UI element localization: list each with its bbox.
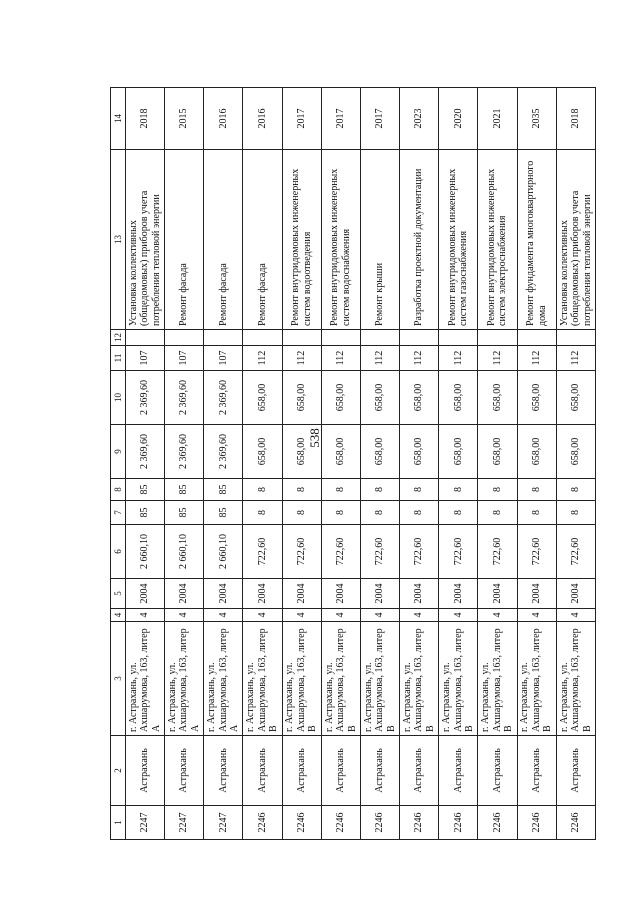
column-header-9: 9 [111,425,126,479]
cell-col-5: 2004 [243,579,282,609]
cell-col-4: 4 [243,609,282,622]
cell-col-10: 658,00 [360,371,399,425]
capital-repair-table [110,87,596,840]
column-header-7: 7 [111,501,126,525]
cell-col-7: 85 [204,501,243,525]
cell-col-13: Ремонт фундамента многоквартирного дома [517,150,556,330]
cell-col-9: 658,00 [360,425,399,479]
cell-col-14: 2017 [282,88,321,150]
cell-col-6: 2 660,10 [204,525,243,579]
cell-col-6: 722,60 [243,525,282,579]
cell-col-13: Ремонт фасада [204,150,243,330]
column-header-12: 12 [111,330,126,346]
cell-col-7: 8 [400,501,439,525]
cell-col-4: 4 [282,609,321,622]
cell-col-11: 112 [556,346,595,371]
cell-col-1: 2246 [243,806,282,840]
cell-col-7: 8 [478,501,517,525]
cell-col-12 [439,330,478,346]
cell-col-9: 658,00 [517,425,556,479]
cell-col-5: 2004 [478,579,517,609]
cell-col-10: 658,00 [556,371,595,425]
cell-col-13: Разработка проектной документации [400,150,439,330]
cell-col-7: 8 [517,501,556,525]
cell-col-12 [400,330,439,346]
cell-col-1: 2246 [282,806,321,840]
cell-col-4: 4 [517,609,556,622]
cell-col-9: 2 369,60 [165,425,204,479]
cell-col-14: 2035 [517,88,556,150]
cell-col-11: 112 [517,346,556,371]
cell-col-13: Установка коллективных (общедомовых) приборов учета потребления тепловой энергии [126,150,165,330]
cell-col-6: 722,60 [478,525,517,579]
cell-col-14: 2017 [321,88,360,150]
cell-col-8: 85 [126,479,165,501]
cell-col-14: 2018 [126,88,165,150]
cell-col-1: 2246 [517,806,556,840]
table-row [360,88,399,840]
table-row [282,88,321,840]
column-header-6: 6 [111,525,126,579]
cell-col-5: 2004 [556,579,595,609]
cell-col-1: 2246 [556,806,595,840]
cell-col-4: 4 [439,609,478,622]
cell-col-6: 722,60 [517,525,556,579]
cell-col-13: Ремонт фасада [165,150,204,330]
cell-col-14: 2020 [439,88,478,150]
cell-col-14: 2021 [478,88,517,150]
cell-col-11: 112 [243,346,282,371]
table-row [400,88,439,840]
cell-col-10: 658,00 [478,371,517,425]
table-row [439,88,478,840]
cell-col-10: 658,00 [400,371,439,425]
cell-col-12 [204,330,243,346]
column-header-11: 11 [111,346,126,371]
cell-col-14: 2016 [243,88,282,150]
column-header-5: 5 [111,579,126,609]
cell-col-5: 2004 [439,579,478,609]
cell-col-8: 8 [439,479,478,501]
cell-col-12 [517,330,556,346]
cell-col-4: 4 [556,609,595,622]
cell-col-13: Ремонт крыши [360,150,399,330]
cell-col-8: 8 [282,479,321,501]
cell-col-9: 658,00 [478,425,517,479]
column-header-1: 1 [111,806,126,840]
cell-col-2: Астрахань [517,736,556,806]
cell-col-9: 2 369,60 [126,425,165,479]
column-header-3: 3 [111,622,126,736]
cell-col-2: Астрахань [360,736,399,806]
cell-col-2: Астрахань [243,736,282,806]
cell-col-6: 722,60 [360,525,399,579]
cell-col-5: 2004 [517,579,556,609]
cell-col-6: 722,60 [282,525,321,579]
cell-col-13: Ремонт внутридомовых инженерных систем водоснабжения [321,150,360,330]
table-row [126,88,165,840]
cell-col-11: 112 [282,346,321,371]
cell-col-3: г. Астрахань, ул. Ахшарумова, 163, литер В [321,622,360,736]
cell-col-12 [478,330,517,346]
page-number: 538 [306,428,322,448]
cell-col-1: 2246 [400,806,439,840]
cell-col-7: 8 [556,501,595,525]
cell-col-2: Астрахань [204,736,243,806]
cell-col-9: 658,00 [243,425,282,479]
cell-col-3: г. Астрахань, ул. Ахшарумова, 163, литер В [243,622,282,736]
cell-col-5: 2004 [126,579,165,609]
cell-col-4: 4 [321,609,360,622]
cell-col-14: 2016 [204,88,243,150]
cell-col-3: г. Астрахань, ул. Ахшарумова, 163, литер А [126,622,165,736]
cell-col-8: 8 [321,479,360,501]
cell-col-3: г. Астрахань, ул. Ахшарумова, 163, литер В [517,622,556,736]
cell-col-2: Астрахань [126,736,165,806]
cell-col-9: 658,00 [321,425,360,479]
cell-col-7: 8 [439,501,478,525]
cell-col-12 [126,330,165,346]
cell-col-4: 4 [204,609,243,622]
table-row [204,88,243,840]
table-row [165,88,204,840]
cell-col-1: 2247 [165,806,204,840]
cell-col-10: 2 369,60 [126,371,165,425]
cell-col-11: 112 [478,346,517,371]
column-header-8: 8 [111,479,126,501]
cell-col-3: г. Астрахань, ул. Ахшарумова, 163, литер В [478,622,517,736]
table-body [126,88,596,840]
cell-col-1: 2246 [439,806,478,840]
cell-col-11: 107 [165,346,204,371]
cell-col-7: 8 [321,501,360,525]
cell-col-14: 2023 [400,88,439,150]
cell-col-10: 658,00 [321,371,360,425]
table-row [321,88,360,840]
cell-col-1: 2247 [204,806,243,840]
cell-col-1: 2246 [478,806,517,840]
cell-col-6: 722,60 [439,525,478,579]
cell-col-3: г. Астрахань, ул. Ахшарумова, 163, литер В [360,622,399,736]
cell-col-13: Ремонт внутридомовых инженерных систем газоснабжения [439,150,478,330]
cell-col-3: г. Астрахань, ул. Ахшарумова, 163, литер В [439,622,478,736]
cell-col-4: 4 [478,609,517,622]
table-row [478,88,517,840]
cell-col-7: 85 [165,501,204,525]
cell-col-12 [321,330,360,346]
cell-col-2: Астрахань [282,736,321,806]
cell-col-13: Ремонт внутридомовых инженерных систем водоотведения [282,150,321,330]
cell-col-9: 658,00 [439,425,478,479]
cell-col-12 [165,330,204,346]
cell-col-2: Астрахань [556,736,595,806]
cell-col-3: г. Астрахань, ул. Ахшарумова, 163, литер В [282,622,321,736]
cell-col-6: 722,60 [556,525,595,579]
cell-col-2: Астрахань [439,736,478,806]
cell-col-10: 2 369,60 [204,371,243,425]
column-header-14: 14 [111,88,126,150]
cell-col-9: 658,00 [556,425,595,479]
cell-col-11: 112 [321,346,360,371]
cell-col-10: 658,00 [439,371,478,425]
cell-col-3: г. Астрахань, ул. Ахшарумова, 163, литер А [165,622,204,736]
column-number-row [111,88,126,840]
cell-col-3: г. Астрахань, ул. Ахшарумова, 163, литер А [204,622,243,736]
cell-col-13: Установка коллективных (общедомовых) приборов учета потребления тепловой энергии [556,150,595,330]
cell-col-5: 2004 [165,579,204,609]
cell-col-4: 4 [360,609,399,622]
table-header [111,88,126,840]
cell-col-1: 2246 [360,806,399,840]
cell-col-3: г. Астрахань, ул. Ахшарумова, 163, литер В [400,622,439,736]
cell-col-11: 112 [400,346,439,371]
cell-col-12 [360,330,399,346]
cell-col-5: 2004 [400,579,439,609]
cell-col-13: Ремонт фасада [243,150,282,330]
column-header-4: 4 [111,609,126,622]
cell-col-5: 2004 [282,579,321,609]
cell-col-8: 85 [165,479,204,501]
cell-col-8: 85 [204,479,243,501]
table-row [517,88,556,840]
cell-col-7: 8 [243,501,282,525]
cell-col-8: 8 [400,479,439,501]
cell-col-2: Астрахань [321,736,360,806]
column-header-10: 10 [111,371,126,425]
cell-col-12 [282,330,321,346]
cell-col-12 [243,330,282,346]
cell-col-10: 2 369,60 [165,371,204,425]
cell-col-14: 2018 [556,88,595,150]
cell-col-4: 4 [165,609,204,622]
cell-col-6: 2 660,10 [126,525,165,579]
cell-col-2: Астрахань [400,736,439,806]
column-header-13: 13 [111,150,126,330]
cell-col-14: 2015 [165,88,204,150]
cell-col-8: 8 [243,479,282,501]
rotated-table-area [110,88,596,840]
cell-col-10: 658,00 [243,371,282,425]
cell-col-6: 2 660,10 [165,525,204,579]
cell-col-11: 107 [204,346,243,371]
cell-col-13: Ремонт внутридомовых инженерных систем электроснабжения [478,150,517,330]
cell-col-5: 2004 [204,579,243,609]
cell-col-10: 658,00 [282,371,321,425]
cell-col-11: 112 [439,346,478,371]
table-row [243,88,282,840]
cell-col-8: 8 [478,479,517,501]
cell-col-11: 107 [126,346,165,371]
cell-col-6: 722,60 [321,525,360,579]
cell-col-8: 8 [360,479,399,501]
cell-col-1: 2247 [126,806,165,840]
cell-col-11: 112 [360,346,399,371]
cell-col-5: 2004 [360,579,399,609]
cell-col-8: 8 [517,479,556,501]
cell-col-7: 8 [282,501,321,525]
cell-col-8: 8 [556,479,595,501]
cell-col-3: г. Астрахань, ул. Ахшарумова, 163, литер В [556,622,595,736]
table-row [556,88,595,840]
cell-col-9: 658,00 [400,425,439,479]
cell-col-4: 4 [400,609,439,622]
cell-col-6: 722,60 [400,525,439,579]
column-header-2: 2 [111,736,126,806]
cell-col-2: Астрахань [165,736,204,806]
cell-col-5: 2004 [321,579,360,609]
cell-col-7: 85 [126,501,165,525]
cell-col-1: 2246 [321,806,360,840]
cell-col-9: 2 369,60 [204,425,243,479]
cell-col-12 [556,330,595,346]
cell-col-10: 658,00 [517,371,556,425]
cell-col-4: 4 [126,609,165,622]
cell-col-14: 2017 [360,88,399,150]
cell-col-7: 8 [360,501,399,525]
cell-col-2: Астрахань [478,736,517,806]
cell-col-9: 658,00 [282,425,321,479]
